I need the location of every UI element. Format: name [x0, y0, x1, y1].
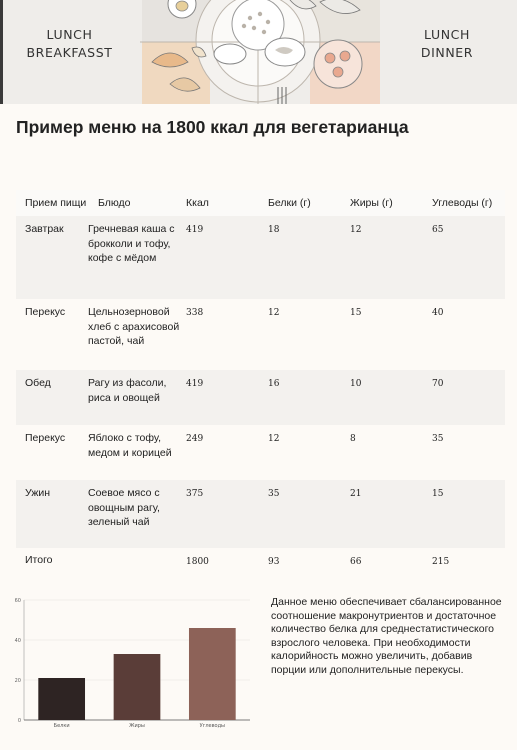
protein-cell: 35 [268, 480, 350, 548]
total-label: Итого [25, 554, 53, 566]
hero-left-line-1: LUNCH [46, 27, 93, 42]
macro-chart [8, 590, 258, 740]
kcal-cell: 419 [186, 216, 268, 299]
hero-left-line-2: BREAKFASST [26, 45, 113, 60]
meal-cell: Перекус [25, 432, 66, 444]
table-header-row [16, 190, 505, 216]
dish-cell: Цельнозерновой хлеб с арахисовой пастой, чай [88, 306, 180, 347]
total-protein: 93 [268, 557, 280, 567]
x-tick-label: Белки [53, 723, 70, 729]
hero-banner [0, 0, 517, 104]
bar-3 [189, 628, 236, 720]
carbs-cell: 65 [432, 216, 505, 299]
hero-left-label [22, 26, 117, 62]
food-plate-illustration [140, 0, 380, 104]
kcal-cell: 375 [186, 480, 268, 548]
meal-cell: Обед [16, 370, 88, 425]
y-tick-label: 20 [14, 678, 21, 684]
total-dish-empty [88, 548, 186, 580]
protein-cell: 18 [268, 216, 350, 299]
kcal-cell: 249 [186, 434, 204, 444]
col-header-fat: Жиры (г) [350, 196, 393, 209]
col-header-carbs: Углеводы (г) [432, 196, 493, 209]
kcal-cell: 419 [186, 370, 268, 425]
total-kcal: 1800 [186, 557, 209, 567]
dish-cell: Яблоко с тофу, медом и корицей [88, 432, 172, 459]
col-header-meal: Прием пищи [25, 196, 87, 209]
x-tick-label: Жиры [129, 723, 145, 729]
dish-cell: Соевое мясо с овощным рагу, зеленый чай [88, 480, 186, 548]
protein-cell: 16 [268, 370, 350, 425]
dish-cell: Рагу из фасоли, риса и овощей [88, 370, 186, 425]
meal-cell: Перекус [25, 306, 66, 318]
macro-chart-svg [8, 590, 258, 740]
y-tick-label: 40 [14, 638, 21, 644]
hero-right-line-2: DINNER [420, 45, 474, 60]
carbs-cell: 35 [432, 434, 444, 444]
y-tick-label: 0 [17, 718, 21, 724]
carbs-cell: 40 [432, 308, 444, 318]
meal-cell: Ужин [16, 480, 88, 548]
fat-cell: 8 [350, 434, 356, 444]
hero-right-line-1: LUNCH [424, 27, 470, 42]
x-tick-label: Углеводы [199, 723, 226, 729]
total-row [16, 548, 505, 580]
col-header-dish: Блюдо [98, 196, 131, 209]
bar-1 [38, 678, 85, 720]
dish-cell: Гречневая каша с брокколи и тофу, кофе с мёдом [88, 216, 186, 299]
protein-cell: 12 [268, 434, 280, 444]
meal-cell: Завтрак [16, 216, 88, 299]
total-carbs: 215 [432, 557, 450, 567]
hero-border [0, 0, 3, 104]
fat-cell: 21 [350, 480, 432, 548]
fat-cell: 12 [350, 216, 432, 299]
carbs-cell: 70 [432, 370, 505, 425]
fat-cell: 15 [350, 308, 362, 318]
col-header-protein: Белки (г) [268, 196, 311, 209]
bar-2 [114, 654, 161, 720]
protein-cell: 12 [268, 308, 280, 318]
total-fat: 66 [350, 557, 362, 567]
y-tick-label: 60 [14, 598, 21, 604]
hero-right-label [416, 26, 478, 62]
col-header-kcal: Ккал [186, 196, 209, 209]
fat-cell: 10 [350, 370, 432, 425]
menu-table [16, 190, 505, 580]
table-row [16, 370, 505, 425]
summary-paragraph: Данное меню обеспечивает сбалансированное соотношение макронутриентов и достаточное количество белка для среднестатистического взрослого человека. При необходимости калорийность можно увеличить, добавив порции или дополнительные перекусы. [271, 596, 502, 676]
kcal-cell: 338 [186, 308, 204, 318]
carbs-cell: 15 [432, 480, 505, 548]
table-row [16, 299, 505, 370]
table-row [16, 480, 505, 548]
table-row [16, 425, 505, 480]
page-title: Пример меню на 1800 ккал для вегетарианца [16, 117, 409, 137]
table-row [16, 216, 505, 299]
